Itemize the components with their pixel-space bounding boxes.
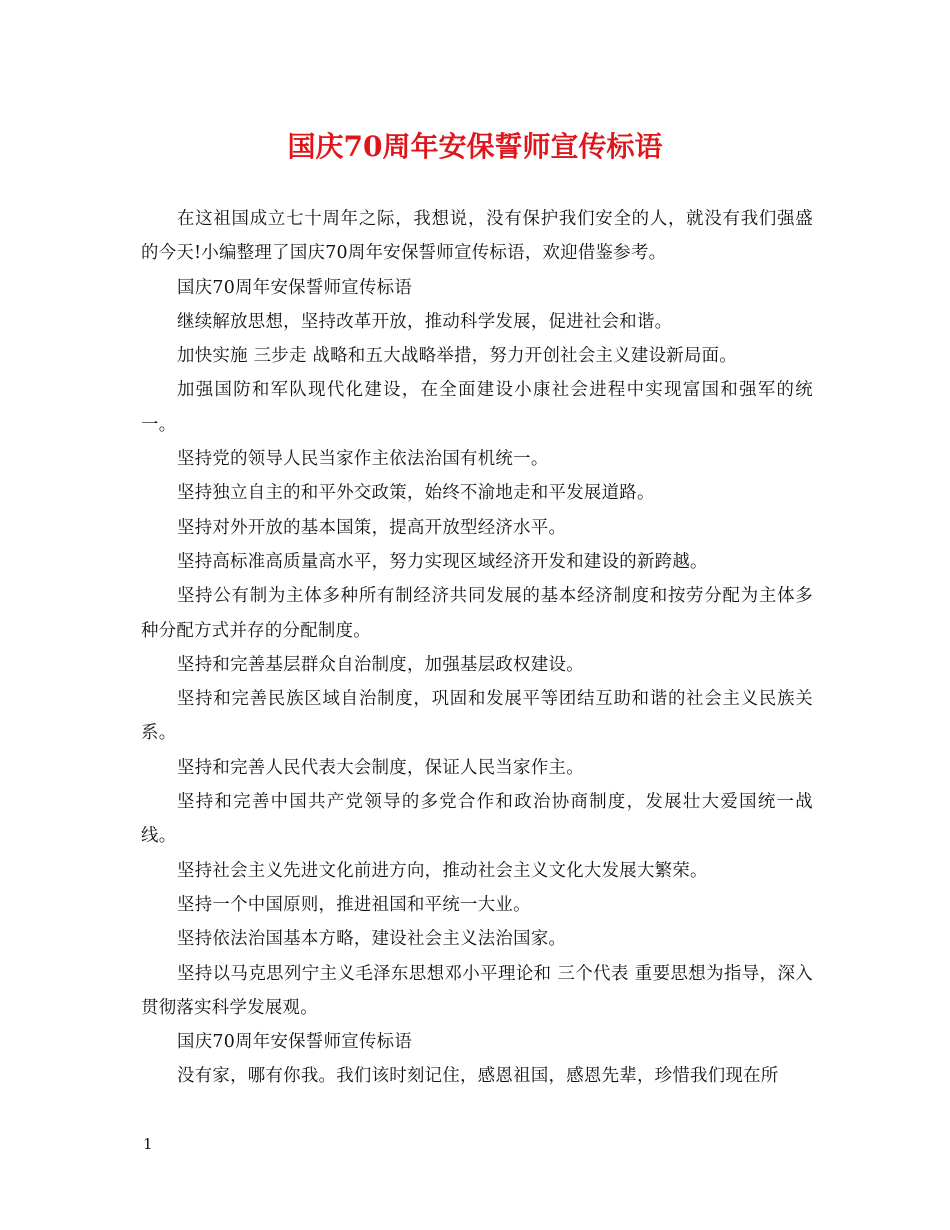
paragraph: 加强国防和军队现代化建设，在全面建设小康社会进程中实现富国和强军的统一。	[141, 380, 813, 435]
paragraph: 坚持对外开放的基本国策，提高开放型经济水平。	[177, 517, 567, 538]
paragraph: 坚持党的领导人民当家作主依法治国有机统一。	[177, 449, 549, 470]
paragraph: 坚持和完善基层群众自治制度，加强基层政权建设。	[177, 654, 584, 675]
paragraph: 坚持独立自主的和平外交政策，始终不渝地走和平发展道路。	[177, 483, 655, 504]
page-number: 1	[143, 1135, 153, 1153]
paragraph: 坚持一个中国原则，推进祖国和平统一大业。	[177, 894, 531, 915]
paragraph: 坚持公有制为主体多种所有制经济共同发展的基本经济制度和按劳分配为主体多种分配方式并存的分配制度。	[141, 586, 813, 641]
paragraph: 国庆70周年安保誓师宣传标语	[177, 1032, 413, 1053]
paragraph: 坚持和完善人民代表大会制度，保证人民当家作主。	[177, 757, 584, 778]
paragraph: 坚持和完善中国共产党领导的多党合作和政治协商制度，发展壮大爱国统一战线。	[141, 792, 813, 847]
paragraph: 坚持高标准高质量高水平，努力实现区域经济开发和建设的新跨越。	[177, 551, 708, 572]
paragraph: 加快实施 三步走 战略和五大战略举措，努力开创社会主义建设新局面。	[177, 346, 738, 367]
paragraph: 坚持依法治国基本方略，建设社会主义法治国家。	[177, 929, 567, 950]
paragraph: 继续解放思想，坚持改革开放，推动科学发展，促进社会和谐。	[177, 311, 673, 332]
document-body	[141, 202, 813, 1094]
paragraph: 在这祖国成立七十周年之际，我想说，没有保护我们安全的人，就没有我们强盛的今天!小编整理了国庆70周年安保誓师宣传标语，欢迎借鉴参考。	[141, 209, 813, 264]
paragraph: 坚持和完善民族区域自治制度，巩固和发展平等团结互助和谐的社会主义民族关系。	[141, 689, 813, 744]
document-title: 国庆70周年安保誓师宣传标语	[287, 130, 663, 163]
paragraph: 没有家，哪有你我。我们该时刻记住，感恩祖国，感恩先辈，珍惜我们现在所	[177, 1066, 779, 1087]
paragraph: 国庆70周年安保誓师宣传标语	[177, 277, 413, 298]
paragraph: 坚持以马克思列宁主义毛泽东思想邓小平理论和 三个代表 重要思想为指导，深入贯彻落实科学发展观。	[141, 963, 813, 1018]
paragraph: 坚持社会主义先进文化前进方向，推动社会主义文化大发展大繁荣。	[177, 860, 708, 881]
